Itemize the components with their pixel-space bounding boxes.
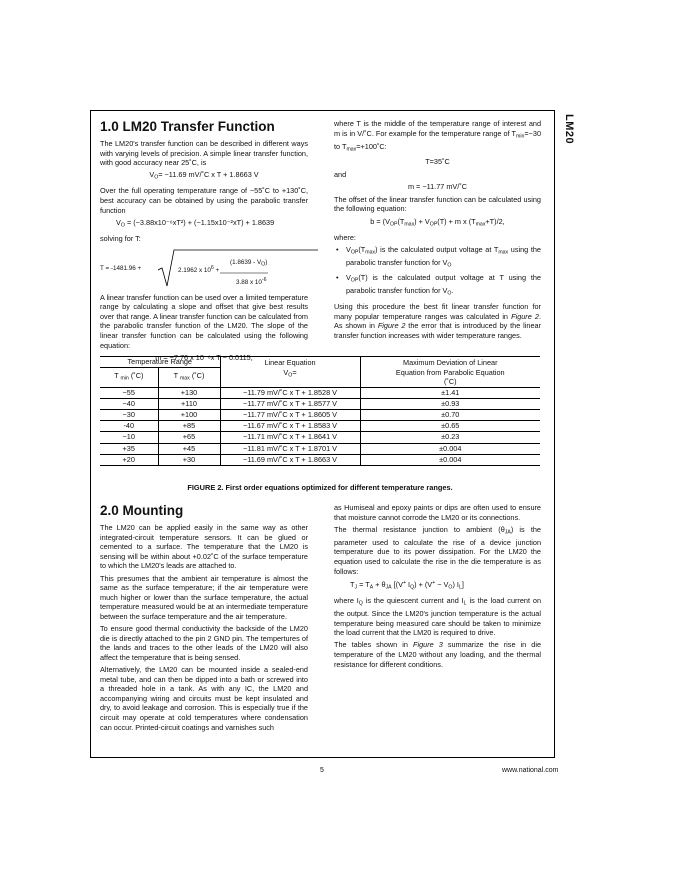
page-number: 5 — [320, 767, 324, 774]
section2-left-column — [100, 503, 308, 735]
paragraph: The thermal resistance junction to ambient $(\theta_{JA})$ is the parameter used to calculate the rise of a device junction temperature due to its power dissipation. For the LM20 the equation used to calculate the rise in the die temperature is as follows: — [334, 524, 541, 576]
table-bottom-rule — [100, 465, 540, 466]
table-cell-tmax: +110 — [158, 398, 220, 409]
equation-text: = (−3.88x10⁻⁶xT²) + (−1.15x10⁻²xT) + 1.8639 — [126, 217, 275, 227]
formula-term: 2.1962 x $10^6$ + — [178, 264, 220, 274]
table-cell-eq: −11.77 mV/˚C x T + 1.8577 V — [220, 398, 360, 409]
table-cell-dev: ±0.004 — [360, 454, 540, 465]
table-body — [100, 387, 540, 466]
equation-midpoint: T=35˚C — [425, 157, 450, 167]
table-row — [100, 432, 540, 443]
paragraph: Over the full operating temperature range of −55˚C to +130˚C, best accuracy can be obtained by using the parabolic transfer function — [100, 186, 308, 215]
paragraph: The tables shown in Figure 3 summarize the rise in die temperature of the LM20 without any loading, and the thermal resistance for different conditions. — [334, 640, 542, 669]
paragraph: where T is the middle of the temperature range of interest and m is in V/˚C. For example for the temperature range of $T_{min}=-30$ to $T_{max}=+100˚C$: — [334, 119, 542, 153]
sqrt-formula — [100, 248, 308, 288]
table-cell-tmin: −30 — [100, 409, 158, 420]
table-cell-eq: −11.81 mV/˚C x T + 1.8701 V — [220, 443, 360, 454]
table-cell-dev: ±0.23 — [360, 432, 540, 443]
table-cell-tmin: +20 — [100, 454, 158, 465]
section1-right-column — [334, 119, 541, 343]
table-cell-tmin: +35 — [100, 443, 158, 454]
header-temp-range: Temperature Range — [100, 357, 220, 368]
section1-left-column — [100, 119, 308, 365]
list-item: • $V_{OP}(T)$ is the calculated output voltage at T using the parabolic transfer function for $V_O$. — [346, 273, 541, 299]
table-row — [100, 398, 540, 409]
formula-numerator: $(1.8639 - V_O)$ — [230, 258, 268, 268]
table-row — [100, 409, 540, 420]
equation-junction: $T_J = T_A + \theta_{JA}$ [(V+ $I_Q) + (V^+ - V_O)$ $I_L$] — [350, 579, 464, 591]
table-header-row — [100, 357, 540, 368]
paragraph: A linear transfer function can be used over a limited temperature range by calculating a slope and offset that give best results over that range. A linear transfer function can be calculated from the parabolic transfer function of the LM20. The slope of the linear transfer function can be calculated using the following equation: — [100, 292, 308, 350]
footer-url[interactable]: www.national.com — [502, 767, 559, 774]
header-linear: Linear Equation $V_O=$ — [220, 357, 360, 388]
figure-link[interactable]: Figure 2 — [377, 321, 406, 331]
equation-offset: $b = (V_{OP}(T_{max}) + V_{OP}(T) + m$ x $(T_{max}+T)/2$, — [370, 216, 505, 228]
figure-link[interactable]: Figure 3 — [413, 640, 443, 650]
equation-parabolic: $V_O = (-3.88x10^{-6}xT^2) + (-1.15x10^{-2}xT) + 1.8639$ — [116, 217, 275, 229]
table-cell-tmax: +85 — [158, 421, 220, 432]
table-cell-tmax: +65 — [158, 432, 220, 443]
table-cell-tmin: −40 — [100, 398, 158, 409]
equation-slope: m = −7.76 x 10⁻⁶x T − 0.0115, — [155, 352, 253, 362]
table-cell-eq: −11.77 mV/˚C x T + 1.8605 V — [220, 409, 360, 420]
figure-link[interactable]: Figure 2 — [511, 311, 539, 321]
table-cell-tmax: +30 — [158, 454, 220, 465]
header-deviation: Maximum Deviation of Linear Equation from Parabolic Equation (˚C) — [360, 357, 540, 388]
figure-caption: FIGURE 2. First order equations optimized for different temperature ranges. — [187, 483, 453, 492]
paragraph: The LM20's transfer function can be described in different ways with varying levels of precision. A simple linear transfer function, with good accuracy near 25˚C, is — [100, 139, 308, 168]
table-cell-tmax: +130 — [158, 387, 220, 398]
table-cell-eq: −11.71 mV/˚C x T + 1.8641 V — [220, 432, 360, 443]
table-row — [100, 443, 540, 454]
bullet-list — [334, 245, 541, 299]
table-row — [100, 421, 540, 432]
table-cell-dev: ±1.41 — [360, 387, 540, 398]
table-row — [100, 454, 540, 465]
table-cell-tmax: +100 — [158, 409, 220, 420]
table-cell-tmin: −55 — [100, 387, 158, 398]
section2-right-column — [334, 503, 541, 672]
formula-denominator: 3.88 x $10^{-6}$ — [236, 276, 267, 286]
paragraph: To ensure good thermal conductivity the backside of the LM20 die is directly attached to the pin 2 GND pin. The tempertures of the lands and traces to the other leads of the LM20 will also affect the temperature that is being sensed. — [100, 624, 308, 662]
table-cell-tmin: -40 — [100, 421, 158, 432]
paragraph: Using this procedure the best fit linear transfer function for many popular temperature ranges was calculated in Figure 2. As shown in Figure 2 the error that is introduced by the linear transfer function increases with wider temperature ranges. — [334, 302, 541, 340]
section1-title: 1.0 LM20 Transfer Function — [100, 119, 275, 134]
paragraph: Alternatively, the LM20 can be mounted inside a sealed-end metal tube, and can then be dipped into a bath or screwed into a threaded hole in a tank. As with any IC, the LM20 and accompanying wiring and circuits must be kept insulated and dry, to avoid leakage and corrosion. This is especially true if the circuit may operate at cold temperatures where condensation can occur. Printed-circuit coatings and varnishes such — [100, 665, 308, 732]
paragraph: where $I_Q$ is the quiescent current and $I_L$ is the load current on the output. Since the LM20's junction temperature is the actual temperature being measured care should be taken to minimize the load current that the LM20 is required to drive. — [334, 595, 541, 638]
table-cell-dev: ±0.93 — [360, 398, 540, 409]
table-cell-eq: −11.67 mV/˚C x T + 1.8583 V — [220, 421, 360, 432]
header-tmax: T $_{max}$ (˚C) — [158, 368, 220, 387]
table-cell-eq: −11.69 mV/˚C x T + 1.8663 V — [220, 454, 360, 465]
table-cell-eq: −11.79 mV/˚C x T + 1.8528 V — [220, 387, 360, 398]
paragraph: The LM20 can be applied easily in the same way as other integrated-circuit temperature sensors. It can be glued or cemented to a surface. The temperature that the LM20 is sensing will be within about +0.02˚C of the surface temperature to which the LM20's leads are attached to. — [100, 523, 308, 571]
paragraph: as Humiseal and epoxy paints or dips are often used to ensure that moisture cannot corrode the LM20 or its connections. — [334, 503, 541, 522]
list-item: • $V_{OP}(T_{max})$ is the calculated output voltage at $T_{max}$ using the parabolic transfer function for $V_O$ — [346, 245, 541, 271]
paragraph: where: — [334, 232, 356, 242]
table-cell-tmin: −10 — [100, 432, 158, 443]
paragraph: The offset of the linear transfer function can be calculated using the following equation: — [334, 194, 541, 214]
table-cell-dev: ±0.004 — [360, 443, 540, 454]
header-tmin: T $_{min}$ (˚C) — [114, 370, 144, 382]
section2-title: 2.0 Mounting — [100, 503, 184, 518]
table-row — [100, 387, 540, 398]
paragraph: This presumes that the ambient air temperature is almost the same as the surface temperature; if the air temperature were much higher or lower than the surface temperature, the actual temperature measured would be at an intermediate temperature between the surface temperature and the air temperature. — [100, 573, 308, 621]
paragraph: and — [334, 169, 347, 179]
table-cell-dev: ±0.65 — [360, 421, 540, 432]
figure2-table — [100, 356, 540, 466]
equation-linear: $V_O= -11.69$ mV/˚C x T + 1.8663 V — [149, 170, 259, 181]
equation-text: = −11.69 mV/˚C x T + 1.8663 V — [158, 170, 259, 180]
side-label: LM20 — [563, 114, 575, 145]
table-cell-dev: ±0.70 — [360, 409, 540, 420]
equation-slope-result: m = −11.77 mV/˚C — [407, 182, 468, 192]
table-cell-tmax: +45 — [158, 443, 220, 454]
paragraph: solving for T: — [100, 233, 141, 243]
formula-lhs: T = -1481.96 + — [100, 264, 142, 272]
